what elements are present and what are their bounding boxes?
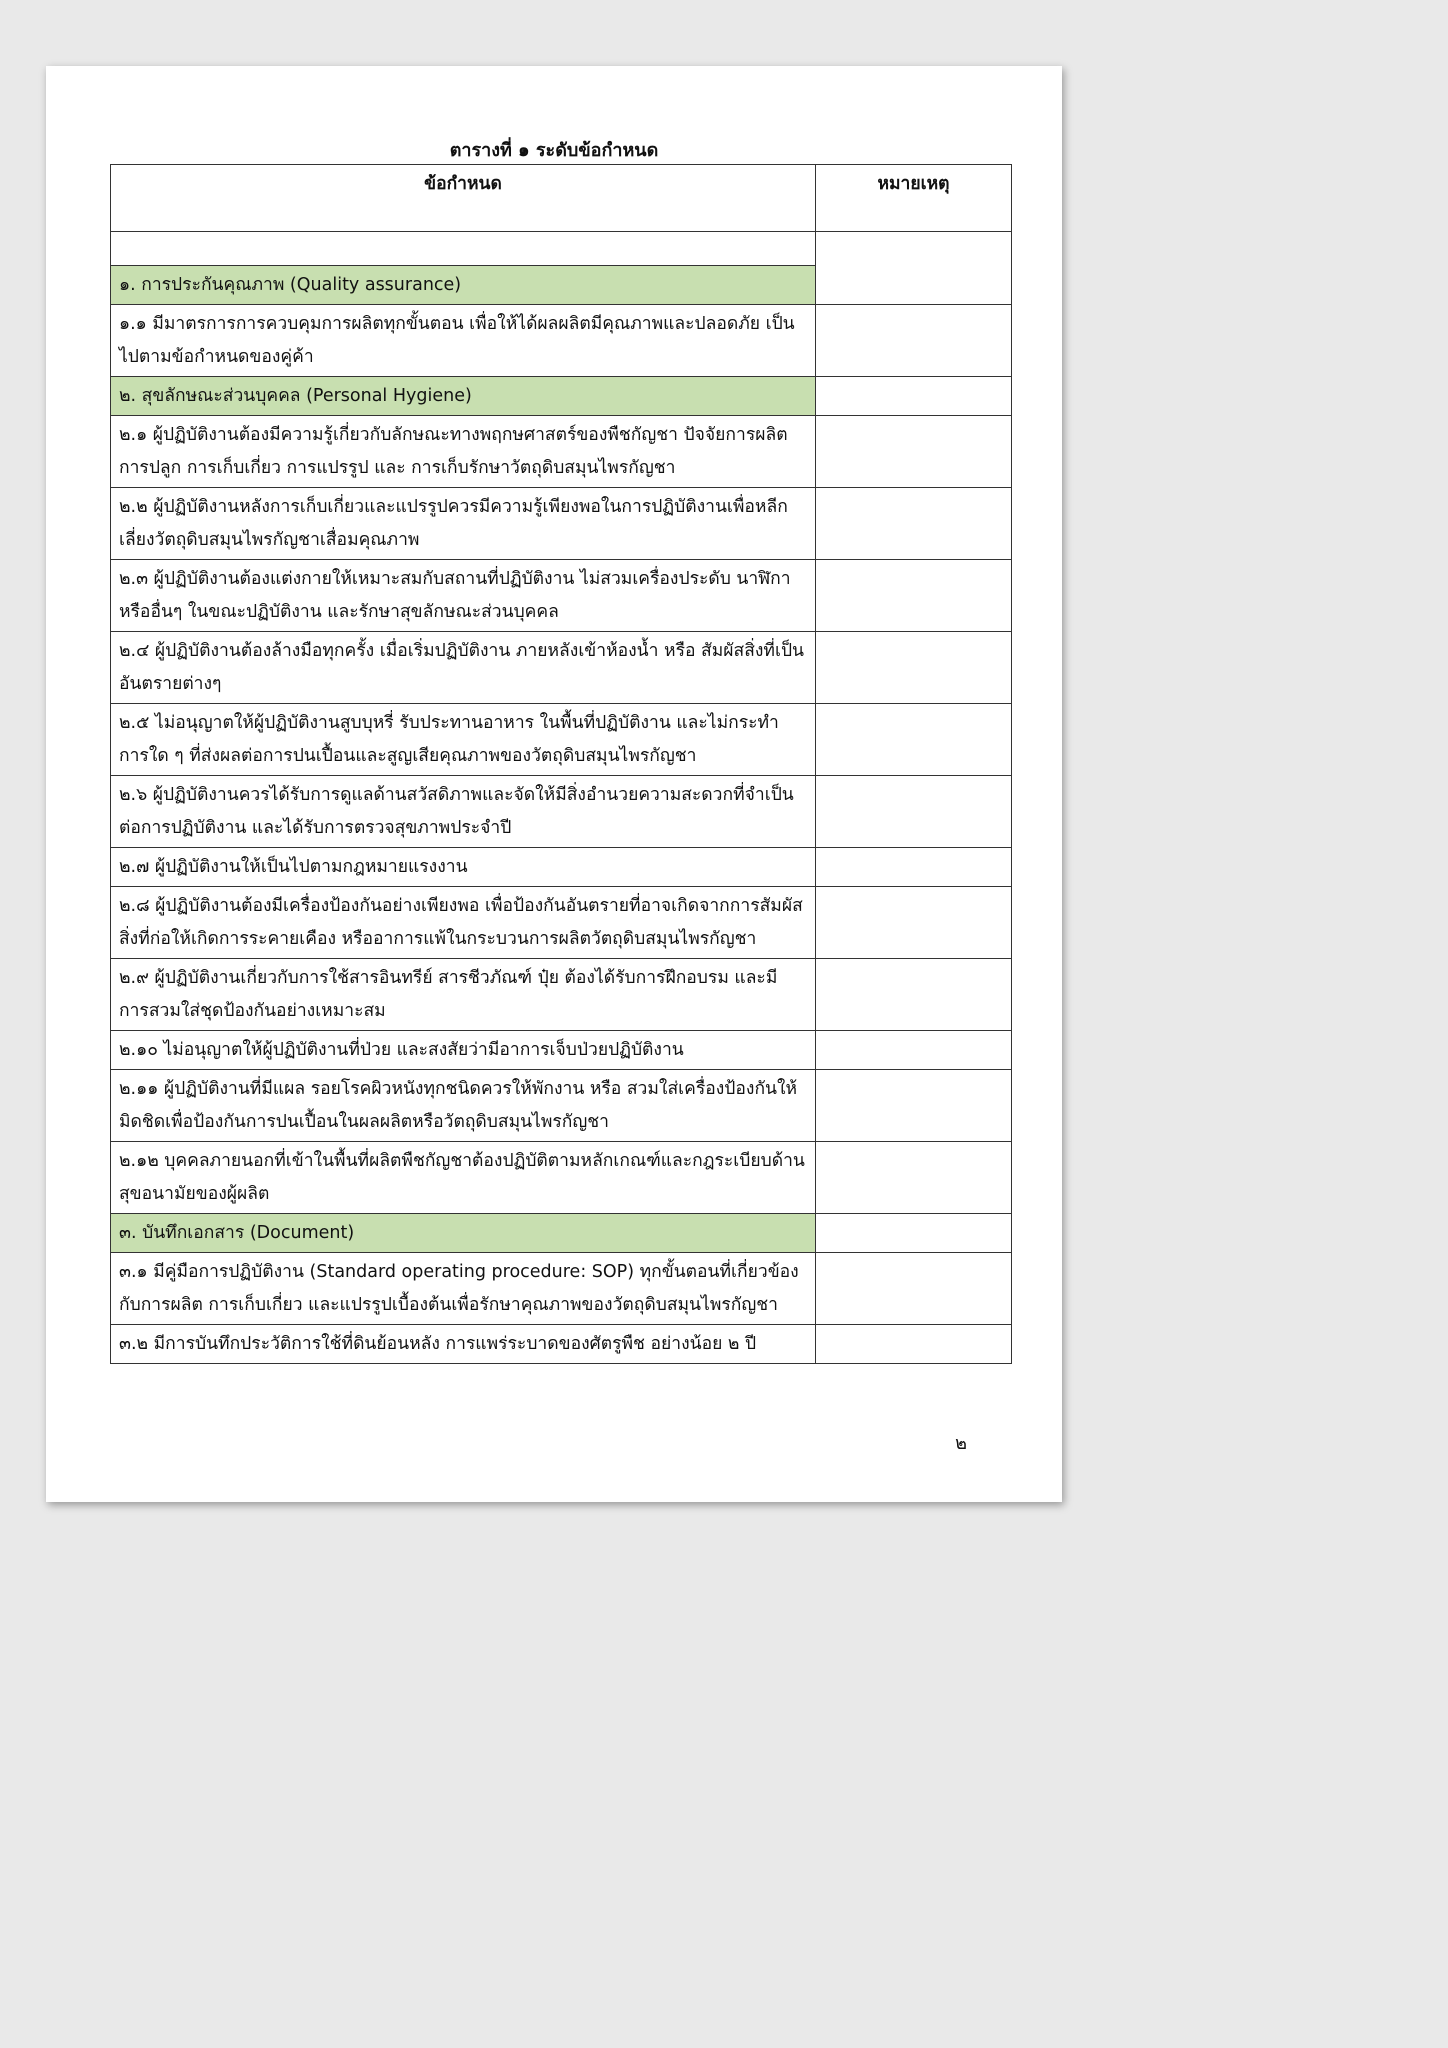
- remark-cell: [816, 1031, 1012, 1070]
- remark-cell: [816, 848, 1012, 887]
- blank-row: [111, 232, 1012, 266]
- blank-cell: [111, 232, 816, 266]
- remark-cell: [816, 776, 1012, 848]
- requirement-text: ๒.๔ ผู้ปฏิบัติงานต้องล้างมือทุกครั้ง เมื่อเริ่มปฏิบัติงาน ภายหลังเข้าห้องน้ำ หรือ สัมผัสสิ่งที่เป็นอันตรายต่างๆ: [111, 632, 816, 704]
- remark-cell: [816, 704, 1012, 776]
- remark-cell: [816, 305, 1012, 377]
- remark-cell: [816, 1070, 1012, 1142]
- requirement-text: ๓.๒ มีการบันทึกประวัติการใช้ที่ดินย้อนหลัง การแพร่ระบาดของศัตรูพืช อย่างน้อย ๒ ปี: [111, 1325, 816, 1364]
- requirement-row: [111, 488, 1012, 560]
- table-header-row: [111, 165, 1012, 232]
- requirement-text: ๒.๙ ผู้ปฏิบัติงานเกี่ยวกับการใช้สารอินทรีย์ สารชีวภัณฑ์ ปุ๋ย ต้องได้รับการฝึกอบรม และมีการสวมใส่ชุดป้องกันอย่างเหมาะสม: [111, 959, 816, 1031]
- section-title: ๒. สุขลักษณะส่วนบุคคล (Personal Hygiene): [111, 377, 816, 416]
- requirement-text: ๒.๑๒ บุคคลภายนอกที่เข้าในพื้นที่ผลิตพืชกัญชาต้องปฏิบัติตามหลักเกณฑ์และกฎระเบียบด้านสุขอนามัยของผู้ผลิต: [111, 1142, 816, 1214]
- remark-cell: [816, 377, 1012, 416]
- requirement-row: [111, 776, 1012, 848]
- remark-cell: [816, 416, 1012, 488]
- requirement-text: ๒.๑ ผู้ปฏิบัติงานต้องมีความรู้เกี่ยวกับลักษณะทางพฤกษศาสตร์ของพืชกัญชา ปัจจัยการผลิต การปลูก การเก็บเกี่ยว การแปรรูป และ การเก็บรักษาวัตถุดิบสมุนไพรกัญชา: [111, 416, 816, 488]
- requirement-row: [111, 1070, 1012, 1142]
- requirement-row: [111, 959, 1012, 1031]
- requirement-text: ๒.๓ ผู้ปฏิบัติงานต้องแต่งกายให้เหมาะสมกับสถานที่ปฏิบัติงาน ไม่สวมเครื่องประดับ นาฬิกา หรืออื่นๆ ในขณะปฏิบัติงาน และรักษาสุขลักษณะส่วนบุคคล: [111, 560, 816, 632]
- requirement-row: [111, 560, 1012, 632]
- requirement-row: [111, 1031, 1012, 1070]
- requirement-row: [111, 416, 1012, 488]
- remark-cell: [816, 1325, 1012, 1364]
- requirement-row: [111, 848, 1012, 887]
- requirement-row: [111, 704, 1012, 776]
- requirement-row: [111, 887, 1012, 959]
- remark-cell: [816, 488, 1012, 560]
- requirement-text: ๒.๑๑ ผู้ปฏิบัติงานที่มีแผล รอยโรคผิวหนังทุกชนิดควรให้พักงาน หรือ สวมใส่เครื่องป้องกันให้มิดชิดเพื่อป้องกันการปนเปื้อนในผลผลิตหรือวัตถุดิบสมุนไพรกัญชา: [111, 1070, 816, 1142]
- requirement-text: ๒.๕ ไม่อนุญาตให้ผู้ปฏิบัติงานสูบบุหรี่ รับประทานอาหาร ในพื้นที่ปฏิบัติงาน และไม่กระทำการใด ๆ ที่ส่งผลต่อการปนเปื้อนและสูญเสียคุณภาพของวัตถุดิบสมุนไพรกัญชา: [111, 704, 816, 776]
- remark-cell: [816, 1214, 1012, 1253]
- remark-cell: [816, 1142, 1012, 1214]
- remark-cell: [816, 232, 1012, 305]
- requirement-row: [111, 632, 1012, 704]
- requirement-row: [111, 1325, 1012, 1364]
- remark-cell: [816, 959, 1012, 1031]
- requirement-text: ๒.๗ ผู้ปฏิบัติงานให้เป็นไปตามกฎหมายแรงงาน: [111, 848, 816, 887]
- requirement-row: [111, 305, 1012, 377]
- section-title: ๓. บันทึกเอกสาร (Document): [111, 1214, 816, 1253]
- requirement-text: ๒.๘ ผู้ปฏิบัติงานต้องมีเครื่องป้องกันอย่างเพียงพอ เพื่อป้องกันอันตรายที่อาจเกิดจากการสัมผัสสิ่งที่ก่อให้เกิดการระคายเคือง หรืออาการแพ้ในกระบวนการผลิตวัตถุดิบสมุนไพรกัญชา: [111, 887, 816, 959]
- section-row: [111, 377, 1012, 416]
- requirement-text: ๒.๒ ผู้ปฏิบัติงานหลังการเก็บเกี่ยวและแปรรูปควรมีความรู้เพียงพอในการปฏิบัติงานเพื่อหลีกเลี่ยงวัตถุดิบสมุนไพรกัญชาเสื่อมคุณภาพ: [111, 488, 816, 560]
- requirement-text: ๓.๑ มีคู่มือการปฏิบัติงาน (Standard operating procedure: SOP) ทุกขั้นตอนที่เกี่ยวข้องกับการผลิต การเก็บเกี่ยว และแปรรูปเบื้องต้นเพื่อรักษาคุณภาพของวัตถุดิบสมุนไพรกัญชา: [111, 1253, 816, 1325]
- header-requirement: ข้อกำหนด: [111, 165, 816, 232]
- remark-cell: [816, 632, 1012, 704]
- page-number: ๒: [955, 1433, 967, 1454]
- requirement-row: [111, 1253, 1012, 1325]
- table-caption: ตารางที่ ๑ ระดับข้อกำหนด: [449, 140, 659, 161]
- section-row: [111, 1214, 1012, 1253]
- remark-cell: [816, 1253, 1012, 1325]
- section-title: ๑. การประกันคุณภาพ (Quality assurance): [111, 266, 816, 305]
- requirement-text: ๒.๑๐ ไม่อนุญาตให้ผู้ปฏิบัติงานที่ป่วย และสงสัยว่ามีอาการเจ็บป่วยปฏิบัติงาน: [111, 1031, 816, 1070]
- header-remark: หมายเหตุ: [816, 165, 1012, 232]
- requirements-table: [110, 164, 1012, 1364]
- remark-cell: [816, 560, 1012, 632]
- requirement-text: ๒.๖ ผู้ปฏิบัติงานควรได้รับการดูแลด้านสวัสดิภาพและจัดให้มีสิ่งอำนวยความสะดวกที่จำเป็นต่อการปฏิบัติงาน และได้รับการตรวจสุขภาพประจำปี: [111, 776, 816, 848]
- document-page: [46, 66, 1062, 1502]
- requirement-row: [111, 1142, 1012, 1214]
- remark-cell: [816, 887, 1012, 959]
- requirement-text: ๑.๑ มีมาตรการการควบคุมการผลิตทุกขั้นตอน เพื่อให้ได้ผลผลิตมีคุณภาพและปลอดภัย เป็นไปตามข้อกำหนดของคู่ค้า: [111, 305, 816, 377]
